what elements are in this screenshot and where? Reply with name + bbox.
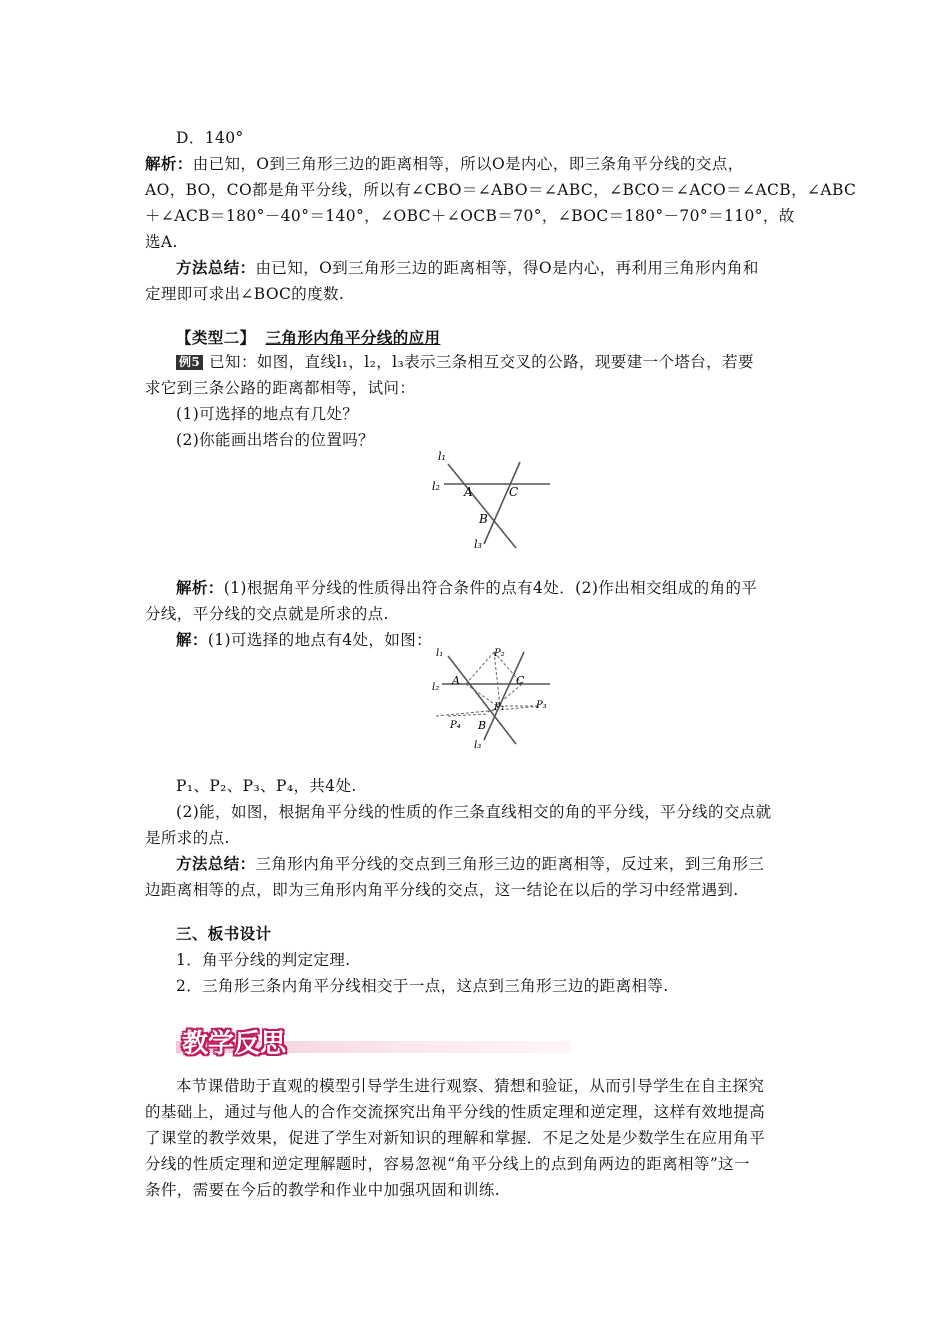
solution-points: P₁、P₂、P₃、P₄，共4处.: [176, 777, 357, 795]
label-c: C: [509, 485, 519, 499]
type-title: 三角形内角平分线的应用: [265, 328, 441, 347]
option-d: D．140°: [176, 129, 244, 147]
summary-label: 方法总结：: [176, 854, 256, 873]
board-item-1: 1．角平分线的判定定理.: [176, 951, 351, 969]
solution-line-4: 是所求的点.: [145, 829, 230, 847]
reflection-line-1: 本节课借助于直观的模型引导学生进行观察、猜想和验证，从而引导学生在自主探究: [176, 1077, 765, 1095]
example-5-question-2: (2)你能画出塔台的位置吗？: [176, 431, 375, 449]
analysis-2-line-2: 分线，平分线的交点就是所求的点.: [145, 605, 389, 623]
analysis-label: 解析：: [176, 578, 224, 597]
summary-2-line-1: [176, 854, 841, 874]
reflection-line-3: 了课堂的教学效果，促进了学生对新知识的理解和掌握．不足之处是少数学生在应用角平: [145, 1129, 766, 1147]
solution-line-3: (2)能，如图，根据角平分线的性质的作三条直线相交的角的平分线，平分线的交点就: [176, 803, 772, 821]
label-a: A: [452, 674, 460, 687]
figure-2-bisector-points: [428, 644, 564, 752]
line-l3: [484, 652, 524, 740]
label-p4: P₄: [450, 720, 461, 731]
label-l2: l₂: [432, 682, 440, 693]
banner-text: 教学反思: [182, 1029, 287, 1059]
example-5-line-1: [176, 352, 841, 372]
solution-text: (1)可选择的地点有4处，如图：: [207, 631, 433, 649]
board-heading: 三、板书设计: [176, 924, 272, 943]
type-2-heading: [176, 328, 841, 348]
label-p1: P₁: [494, 702, 505, 713]
reflection-line-2: 的基础上，通过与他人的合作交流探究出角平分线的性质定理和逆定理，这样有效地提高: [145, 1103, 766, 1121]
analysis-1-line-2: AO，BO，CO都是角平分线，所以有∠CBO＝∠ABO＝∠ABC，∠BCO＝∠ACO＝∠ACB，∠ABC: [145, 181, 857, 199]
line-l1: [448, 464, 519, 548]
label-l3: l₃: [474, 740, 482, 751]
analysis-1-line-3: ＋∠ACB＝180°－40°＝140°，∠OBC＋∠OCB＝70°，∠BOC＝180°－70°＝110°，故: [145, 207, 795, 225]
example-badge: 例5: [176, 355, 203, 370]
example-5-question-1: (1)可选择的地点有几处？: [176, 405, 359, 423]
analysis-text: (1)根据角平分线的性质得出符合条件的点有4处．(2)作出相交组成的角的平: [223, 579, 758, 597]
figure-1-three-lines: [428, 448, 556, 552]
label-l2: l₂: [432, 480, 440, 493]
summary-text: 由已知，O到三角形三边的距离相等，得O是内心，再利用三角形内角和: [255, 259, 759, 277]
label-b: B: [479, 512, 488, 526]
analysis-text: 由已知，O到三角形三边的距离相等，所以O是内心，即三条角平分线的交点，: [192, 155, 744, 173]
label-l3: l₃: [474, 538, 482, 551]
analysis-1-line-4: 选A.: [145, 233, 178, 251]
example-5-line-2: 求它到三条公路的距离都相等，试问：: [145, 379, 416, 397]
label-c: C: [516, 674, 525, 687]
reflection-line-5: 条件，需要在今后的教学和作业中加强巩固和训练.: [145, 1181, 501, 1199]
summary-text: 三角形内角平分线的交点到三角形三边的距离相等，反过来，到三角形三: [255, 855, 765, 873]
solution-label: 解：: [176, 630, 208, 649]
label-l1: l₁: [438, 450, 446, 463]
label-p3: P₃: [536, 700, 547, 711]
label-p2: P₂: [494, 648, 505, 659]
label-a: A: [464, 485, 473, 499]
label-l1: l₁: [436, 648, 444, 659]
board-item-2: 2．三角形三条内角平分线相交于一点，这点到三角形三边的距离相等.: [176, 977, 669, 995]
example-text: 已知：如图，直线l₁，l₂，l₃表示三条相互交叉的公路，现要建一个塔台，若要: [209, 353, 754, 371]
label-b: B: [478, 719, 487, 732]
reflection-line-4: 分线的性质定理和逆定理解题时，容易忽视“角平分线上的点到角两边的距离相等”这一: [145, 1155, 750, 1173]
summary-label: 方法总结：: [176, 258, 256, 277]
summary-2-line-2: 边距离相等的点，即为三角形内角平分线的交点，这一结论在以后的学习中经常遇到.: [145, 881, 739, 899]
summary-1-line-1: [176, 258, 841, 278]
analysis-1-line-1: [145, 154, 810, 174]
analysis-2-line-1: [176, 578, 841, 598]
summary-1-line-2: 定理即可求出∠BOC的度数.: [145, 285, 345, 303]
type-label: 【类型二】: [176, 328, 256, 347]
reflection-banner: [176, 1023, 571, 1059]
analysis-label: 解析：: [145, 154, 193, 173]
